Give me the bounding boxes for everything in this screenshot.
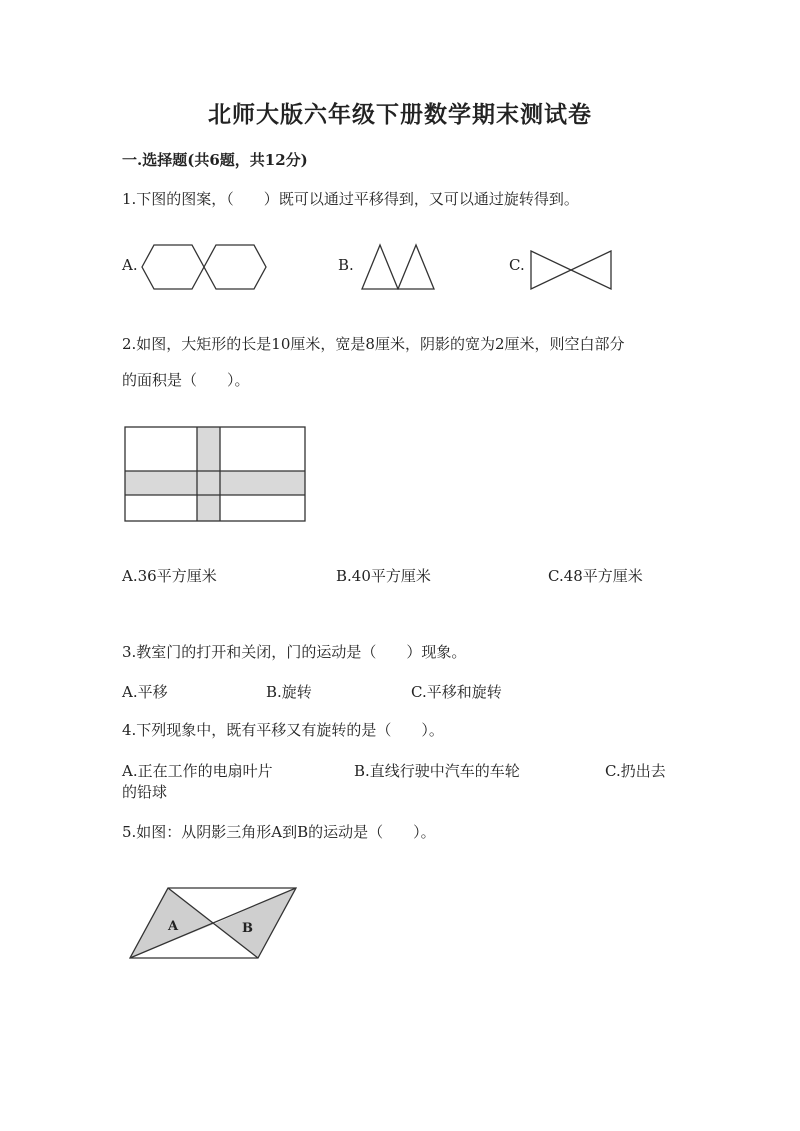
- q5-parallelogram-figure: [128, 886, 298, 960]
- q3-option-c: C.平移和旋转: [411, 683, 502, 701]
- q4-option-c: C.扔出去: [605, 762, 666, 780]
- question-5-text: 5.如图：从阴影三角形A到B的运动是（ ）。: [122, 823, 436, 841]
- q2-option-b: B.40平方厘米: [336, 567, 431, 585]
- question-4-text: 4.下列现象中，既有平移又有旋转的是（ ）。: [122, 721, 444, 739]
- shaded-triangle-b: [214, 888, 296, 958]
- section-heading: 一.选择题(共6题，共12分): [122, 151, 308, 169]
- page-title: 北师大版六年级下册数学期末测试卷: [208, 101, 592, 128]
- q4-option-a: A.正在工作的电扇叶片: [122, 762, 273, 780]
- hexagon-left: [142, 245, 204, 289]
- bowtie-right: [571, 251, 611, 289]
- triangle-left: [362, 245, 398, 289]
- question-2-text-line2: 的面积是（ ）。: [122, 371, 250, 389]
- q1-option-c-label: C.: [509, 256, 525, 274]
- q1-hexagons-figure: [140, 244, 268, 290]
- triangle-right: [398, 245, 434, 289]
- q1-bowtie-figure: [530, 250, 612, 290]
- q4-option-b: B.直线行驶中汽车的车轮: [354, 762, 520, 780]
- question-3-text: 3.教室门的打开和关闭，门的运动是（ ）现象。: [122, 643, 467, 661]
- q1-option-a-label: A.: [122, 256, 138, 274]
- bowtie-left: [531, 251, 571, 289]
- q2-option-a: A.36平方厘米: [122, 567, 217, 585]
- triangle-a-label: A: [168, 919, 179, 934]
- q1-triangles-figure: [360, 244, 436, 290]
- q3-option-b: B.旋转: [266, 683, 312, 701]
- q4-option-c-continued: 的铅球: [122, 783, 168, 801]
- question-2-text-line1: 2.如图，大矩形的长是10厘米，宽是8厘米，阴影的宽为2厘米，则空白部分: [122, 335, 625, 353]
- q2-rectangle-figure: [124, 426, 306, 522]
- shaded-horizontal-strip: [125, 471, 305, 495]
- hexagon-right: [204, 245, 266, 289]
- q1-option-b-label: B.: [338, 256, 354, 274]
- q3-option-a: A.平移: [122, 683, 168, 701]
- triangle-b-label: B: [242, 921, 253, 936]
- question-1-text: 1.下图的图案，（ ）既可以通过平移得到，又可以通过旋转得到。: [122, 190, 579, 208]
- q2-option-c: C.48平方厘米: [548, 567, 643, 585]
